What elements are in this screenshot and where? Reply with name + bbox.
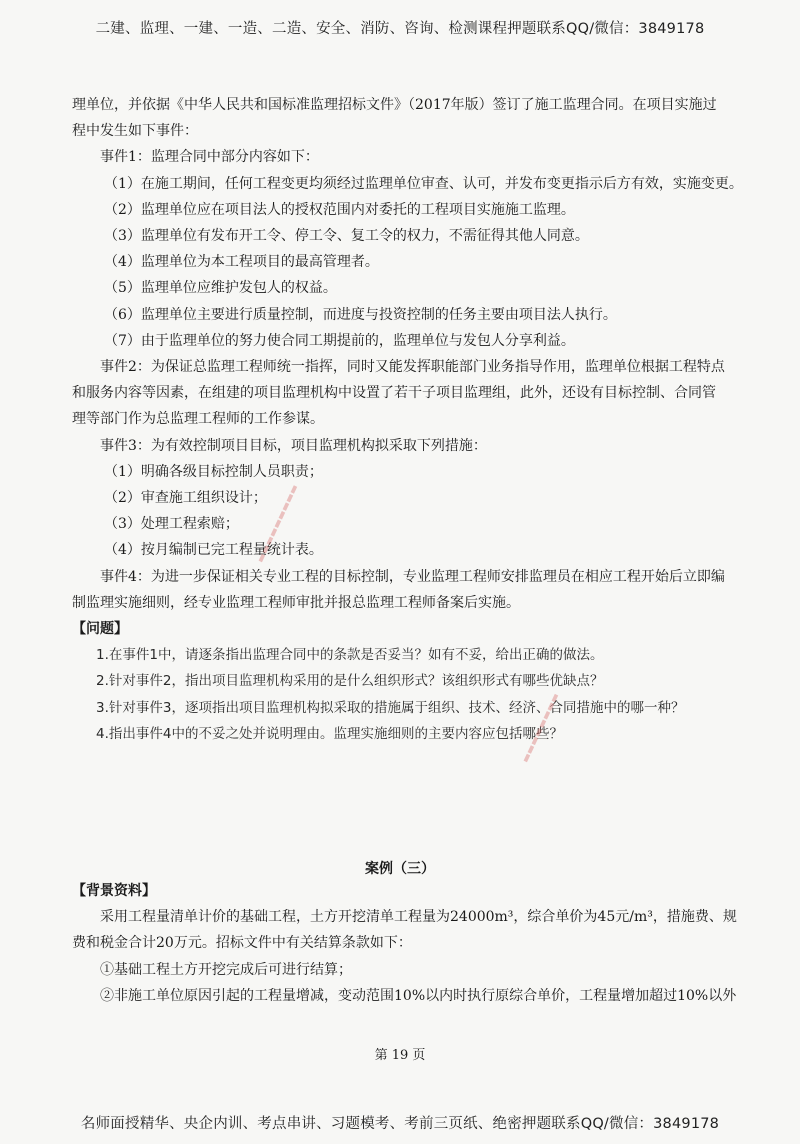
- header-banner: 二建、监理、一建、一造、二造、安全、消防、咨询、检测课程押题联系QQ/微信：3849178: [95, 21, 705, 37]
- event2-line: 理等部门作为总监理工程师的工作参谋。: [72, 411, 324, 428]
- footer-banner: 名师面授精华、央企内训、考点串讲、习题模考、考前三页纸、绝密押题联系QQ/微信：3849178: [80, 1116, 720, 1132]
- event3-item: （4）按月编制已完工程量统计表。: [104, 542, 323, 559]
- event1-item: （1）在施工期间，任何工程变更均须经过监理单位审查、认可，并发布变更指示后方有效，实施变更。: [104, 175, 743, 192]
- background-item: ②非施工单位原因引起的工程量增减，变动范围10%以内时执行原综合单价，工程量增加超过10%以外: [100, 987, 737, 1004]
- event3-item: （1）明确各级目标控制人员职责；: [104, 463, 323, 480]
- intro-line: 理单位，并依据《中华人民共和国标准监理招标文件》（2017年版）签订了施工监理合同。在项目实施过: [72, 97, 717, 113]
- questions-heading: 【问题】: [72, 621, 128, 638]
- background-line: 费和税金合计20万元。招标文件中有关结算条款如下：: [72, 935, 412, 952]
- event1-item: （2）监理单位应在项目法人的授权范围内对委托的工程项目实施施工监理。: [104, 201, 575, 218]
- event2-line: 事件2：为保证总监理工程师统一指挥，同时又能发挥职能部门业务指导作用，监理单位根据工程特点: [100, 359, 725, 376]
- page-number: 第 19 页: [374, 1048, 426, 1063]
- case-title: 案例（三）: [365, 861, 435, 877]
- document-body: [72, 92, 748, 747]
- background-heading: 【背景资料】: [72, 883, 156, 899]
- event1-title: 事件1：监理合同中部分内容如下：: [100, 149, 319, 166]
- event1-item: （7）由于监理单位的努力使合同工期提前的，监理单位与发包人分享利益。: [104, 332, 575, 349]
- event1-item: （6）监理单位主要进行质量控制，而进度与投资控制的任务主要由项目法人执行。: [104, 306, 617, 323]
- event4-line: 事件4：为进一步保证相关专业工程的目标控制，专业监理工程师安排监理员在相应工程开始后立即编: [100, 568, 725, 585]
- watermark-stamp: ▬▬▬▬▬▬▬▬▬: [255, 482, 301, 565]
- event3-title: 事件3：为有效控制项目目标，项目监理机构拟采取下列措施：: [100, 437, 487, 454]
- event3-item: （2）审查施工组织设计；: [104, 490, 267, 507]
- watermark-stamp: ▬▬▬▬▬▬▬▬: [520, 691, 562, 765]
- background-section: [72, 878, 748, 1009]
- intro-line: 程中发生如下事件：: [72, 123, 198, 140]
- background-item: ①基础工程土方开挖完成后可进行结算；: [100, 961, 352, 978]
- question-item: 3.针对事件3，逐项指出项目监理机构拟采取的措施属于组织、技术、经济、合同措施中的哪一种？: [96, 699, 685, 716]
- question-item: 1.在事件1中，请逐条指出监理合同中的条款是否妥当？如有不妥，给出正确的做法。: [96, 647, 604, 664]
- event3-item: （3）处理工程索赔；: [104, 516, 239, 533]
- event2-line: 和服务内容等因素，在组建的项目监理机构中设置了若干子项目监理组，此外，还设有目标控制、合同管: [72, 385, 716, 402]
- event4-line: 制监理实施细则，经专业监理工程师审批并报总监理工程师备案后实施。: [72, 594, 520, 611]
- background-line: 采用工程量清单计价的基础工程，土方开挖清单工程量为24000m³，综合单价为45元/m³，措施费、规: [100, 909, 737, 926]
- event1-item: （5）监理单位应维护发包人的权益。: [104, 280, 337, 297]
- event1-item: （4）监理单位为本工程项目的最高管理者。: [104, 254, 379, 271]
- event1-item: （3）监理单位有发布开工令、停工令、复工令的权力，不需征得其他人同意。: [104, 228, 589, 245]
- question-item: 2.针对事件2，指出项目监理机构采用的是什么组织形式？该组织形式有哪些优缺点？: [96, 673, 604, 690]
- question-item: 4.指出事件4中的不妥之处并说明理由。监理实施细则的主要内容应包括哪些？: [96, 725, 563, 742]
